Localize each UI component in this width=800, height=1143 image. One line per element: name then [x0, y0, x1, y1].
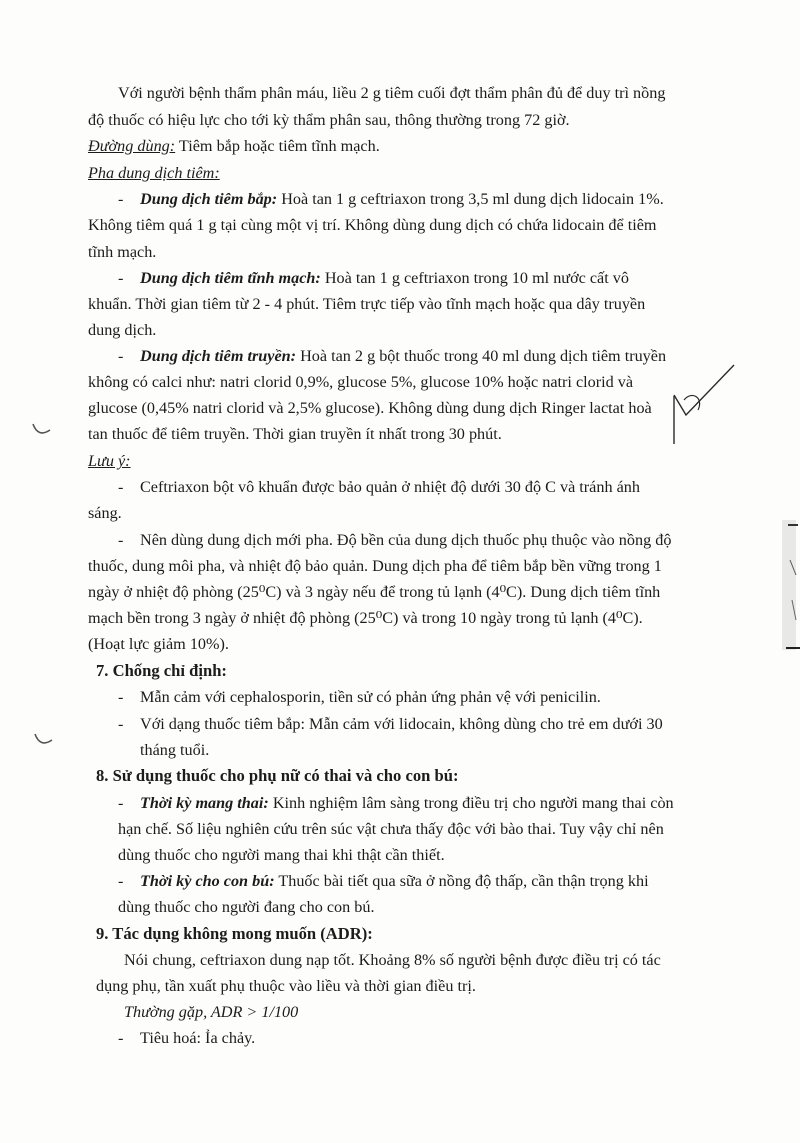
note-text: Ceftriaxon bột vô khuẩn được bảo quản ở nhiệt độ dưới 30 độ C và tránh ánh: [140, 478, 640, 496]
text-line: hạn chế. Số liệu nghiên cứu trên súc vật chưa thấy độc với bào thai. Tuy vậy chỉ nên: [118, 820, 664, 838]
text-line: tĩnh mạch.: [88, 243, 157, 261]
text-line: mạch bền trong 3 ngày ở nhiệt độ phòng (25⁰C) và trong 10 ngày trong tủ lạnh (4⁰C).: [88, 609, 643, 627]
prep-title: Pha dung dịch tiêm:: [88, 164, 220, 182]
lactation-text: Thuốc bài tiết qua sữa ở nồng độ thấp, cần thận trọng khi: [274, 872, 649, 890]
text-line: dùng thuốc cho người đang cho con bú.: [118, 898, 375, 916]
lactation-label: Thời kỳ cho con bú:: [140, 872, 275, 890]
prep-iv-line: [118, 268, 629, 288]
text-line: dụng phụ, tần xuất phụ thuộc vào liều và thời gian điều trị.: [96, 977, 476, 995]
lactation-line: [118, 871, 649, 891]
pregnancy-label: Thời kỳ mang thai:: [140, 794, 269, 812]
text-line: dùng thuốc cho người mang thai khi thật cần thiết.: [118, 846, 445, 864]
list-item: [118, 687, 601, 707]
punch-hole-mark-bottom: [32, 730, 56, 757]
bullet-dash: -: [118, 1029, 124, 1047]
bullet-dash: -: [118, 688, 124, 706]
list-item-text: Mẫn cảm với cephalosporin, tiền sử có phản ứng phản vệ với penicilin.: [140, 688, 601, 706]
text-line: thuốc, dung môi pha, và nhiệt độ bảo quản. Dung dịch pha để tiêm bắp bền vững trong 1: [88, 557, 662, 575]
note-title: Lưu ý:: [88, 452, 131, 470]
prep-inf-line: [118, 346, 666, 366]
bullet-dash: -: [118, 190, 124, 208]
text-line: Nói chung, ceftriaxon dung nạp tốt. Khoảng 8% số người bệnh được điều trị có tác: [124, 951, 661, 969]
text-line: ngày ở nhiệt độ phòng (25⁰C) và 3 ngày nếu để trong tủ lạnh (4⁰C). Dung dịch tiêm tĩnh: [88, 583, 661, 601]
text-line: khuẩn. Thời gian tiêm từ 2 - 4 phút. Tiêm trực tiếp vào tĩnh mạch hoặc qua dây truyền: [88, 295, 646, 313]
text-line: tháng tuổi.: [140, 741, 210, 759]
text-line: không có calci như: natri clorid 0,9%, glucose 5%, glucose 10% hoặc natri clorid và: [88, 373, 634, 391]
pregnancy-text: Kinh nghiệm lâm sàng trong điều trị cho người mang thai còn: [268, 794, 674, 812]
list-item: [118, 714, 663, 734]
prep-im-label: Dung dịch tiêm bắp:: [140, 190, 278, 208]
bullet-dash: -: [118, 478, 124, 496]
route-line: [88, 136, 380, 156]
text-line: sáng.: [88, 504, 122, 522]
route-text: Tiêm bắp hoặc tiêm tĩnh mạch.: [175, 137, 380, 155]
list-item-text: Tiêu hoá: Ỉa chảy.: [140, 1029, 256, 1047]
pregnancy-line: [118, 793, 674, 813]
text-line: Không tiêm quá 1 g tại cùng một vị trí. Không dùng dung dịch có chứa lidocain để tiêm: [88, 216, 657, 234]
text-line: tan thuốc để tiêm truyền. Thời gian truyền ít nhất trong 30 phút.: [88, 425, 502, 443]
note-item: [118, 530, 671, 550]
text-line: (Hoạt lực giảm 10%).: [88, 635, 229, 653]
list-item-text: Với dạng thuốc tiêm bắp: Mẫn cảm với lidocain, không dùng cho trẻ em dưới 30: [140, 715, 663, 733]
bullet-dash: -: [118, 872, 124, 890]
punch-hole-mark-top: [30, 420, 54, 447]
handwritten-check-mark: [664, 360, 744, 455]
bullet-dash: -: [118, 531, 124, 549]
route-label: Đường dùng:: [88, 137, 176, 155]
text-line: độ thuốc có hiệu lực cho tới kỳ thẩm phân sau, thông thường trong 72 giờ.: [88, 111, 570, 129]
section-8-heading: 8. Sử dụng thuốc cho phụ nữ có thai và cho con bú:: [96, 766, 459, 785]
bullet-dash: -: [118, 794, 124, 812]
text-line: dung dịch.: [88, 321, 157, 339]
bullet-dash: -: [118, 715, 124, 733]
prep-im-line: [118, 189, 664, 209]
frequency-line: Thường gặp, ADR > 1/100: [124, 1003, 299, 1021]
note-text: Nên dùng dung dịch mới pha. Độ bền của dung dịch thuốc phụ thuộc vào nồng độ: [140, 531, 672, 549]
prep-inf-text: Hoà tan 2 g bột thuốc trong 40 ml dung dịch tiêm truyền: [296, 347, 667, 365]
prep-inf-label: Dung dịch tiêm truyền:: [140, 347, 297, 365]
prep-iv-text: Hoà tan 1 g ceftriaxon trong 10 ml nước cất vô: [320, 269, 629, 287]
scan-edge-artifact: [774, 0, 800, 1138]
note-item: [118, 477, 640, 497]
section-9-heading: 9. Tác dụng không mong muốn (ADR):: [96, 924, 373, 943]
list-item: [118, 1028, 255, 1048]
text-line: Với người bệnh thẩm phân máu, liều 2 g tiêm cuối đợt thẩm phân đủ để duy trì nồng: [118, 84, 666, 102]
section-7-heading: 7. Chống chỉ định:: [96, 661, 227, 680]
prep-iv-label: Dung dịch tiêm tĩnh mạch:: [140, 269, 321, 287]
bullet-dash: -: [118, 269, 124, 287]
text-line: glucose (0,45% natri clorid và 2,5% glucose). Không dùng dung dịch Ringer lactat hoà: [88, 399, 652, 417]
prep-im-text: Hoà tan 1 g ceftriaxon trong 3,5 ml dung dịch lidocain 1%.: [277, 190, 664, 208]
bullet-dash: -: [118, 347, 124, 365]
